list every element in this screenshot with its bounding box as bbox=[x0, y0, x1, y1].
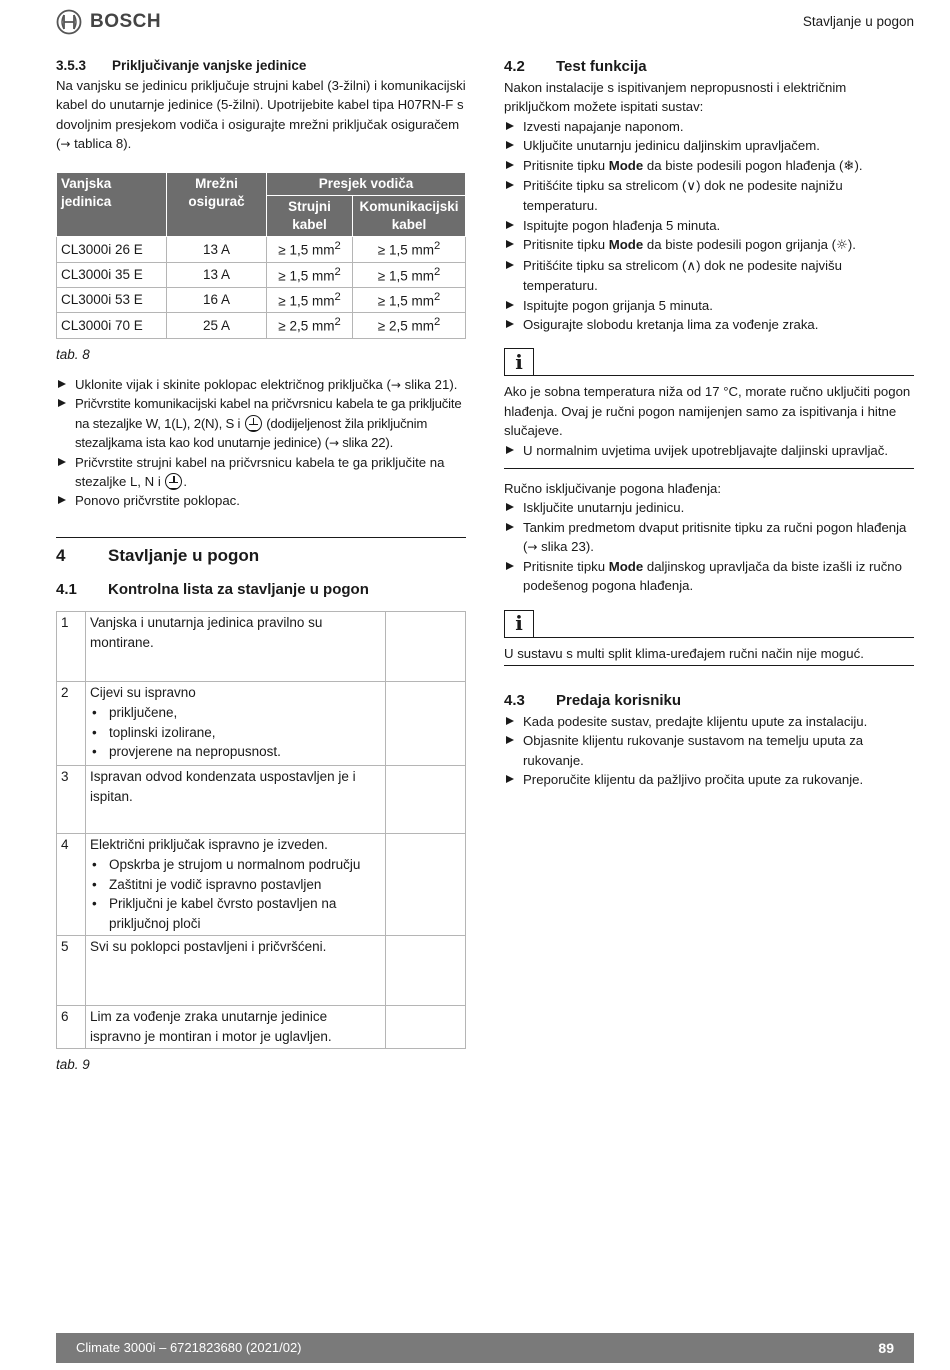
section-title: Stavljanje u pogon bbox=[108, 545, 260, 565]
list-item: • priključene, bbox=[90, 703, 381, 723]
info-1-bullets bbox=[504, 441, 914, 460]
arrow-icon: → bbox=[60, 137, 71, 152]
section-4-1-heading bbox=[56, 579, 466, 601]
list-item: Osigurajte slobodu kretanja lima za vođenje zraka. bbox=[504, 315, 914, 334]
table-row bbox=[57, 313, 466, 338]
cell-text: Lim za vođenje zraka unutarnje jedinice ispravno je montiran i motor je uglavljen. bbox=[86, 1006, 386, 1049]
table-row bbox=[57, 262, 466, 287]
cell-text: Cijevi su ispravno • priključene, • toplinski izolirane, • provjerene na nepropusnost. bbox=[86, 681, 386, 765]
list-item: Pričvrstite strujni kabel na pričvrsnicu kabela te ga priključite na stezaljke L, N i . bbox=[56, 453, 466, 492]
section-number: 4.3 bbox=[504, 692, 525, 710]
handover-steps bbox=[504, 712, 914, 790]
cell-unit: CL3000i 53 E bbox=[57, 288, 167, 313]
mode-key-label: Mode bbox=[608, 237, 644, 253]
section-divider bbox=[56, 537, 466, 538]
arrow-icon: → bbox=[527, 540, 538, 555]
cell-text: Svi su poklopci postavljeni i pričvršćeni. bbox=[86, 936, 386, 1006]
cell-check bbox=[386, 833, 466, 935]
info-1-text: Ako je sobna temperatura niža od 17 °C, morate ručno uključiti pogon hlađenja. Ovaj je ručni pogon namijenjen samo za ispitivanja i hitne slučajeve. bbox=[504, 384, 911, 439]
page-number: 89 bbox=[878, 1339, 894, 1356]
col-header-power: Strujni kabel bbox=[267, 195, 353, 236]
sun-icon: ☼ bbox=[836, 238, 848, 254]
section-number: 4.2 bbox=[504, 58, 525, 75]
cell-unit: CL3000i 26 E bbox=[57, 237, 167, 262]
arrow-down-icon: ∨ bbox=[686, 179, 697, 195]
running-header: Stavljanje u pogon bbox=[802, 14, 914, 29]
table-row bbox=[57, 237, 466, 262]
list-item: Preporučite klijentu da pažljivo pročita upute za rukovanje. bbox=[504, 770, 914, 789]
cell-text: Vanjska i unutarnja jedinica pravilno su montirane. bbox=[86, 611, 386, 681]
table-9-caption: tab. 9 bbox=[56, 1056, 90, 1072]
table-row bbox=[57, 611, 466, 681]
section-number: 4.1 bbox=[56, 580, 77, 598]
arrow-up-icon: ∧ bbox=[686, 258, 697, 274]
mode-key-label: Mode bbox=[608, 157, 644, 173]
left-column bbox=[56, 56, 466, 1075]
list-item: Isključite unutarnju jedinicu. bbox=[504, 498, 914, 517]
mode-key-label: Mode bbox=[608, 558, 644, 574]
section-title: Priključivanje vanjske jedinice bbox=[112, 58, 307, 73]
bosch-armature-icon bbox=[56, 9, 82, 35]
cell-number: 5 bbox=[57, 936, 86, 1006]
arrow-icon: → bbox=[328, 436, 339, 450]
table-8-caption: tab. 8 bbox=[56, 346, 90, 362]
cell-fuse: 13 A bbox=[167, 262, 267, 287]
list-item: Pritišćite tipku sa strelicom (∨) dok ne podesite najnižu temperaturu. bbox=[504, 176, 914, 216]
cell-number: 1 bbox=[57, 611, 86, 681]
cell-number: 4 bbox=[57, 833, 86, 935]
table-row bbox=[57, 936, 466, 1006]
cell-unit: CL3000i 70 E bbox=[57, 313, 167, 338]
test-steps bbox=[504, 117, 914, 334]
col-header-unit: Vanjska jedinica bbox=[57, 172, 167, 237]
brand-name: BOSCH bbox=[90, 11, 162, 32]
cell-comm: ≥ 2,5 $mm^2$ bbox=[353, 313, 466, 338]
list-item: Pritisnite tipku Mode da biste podesili pogon hlađenja (❄). bbox=[504, 156, 914, 176]
info-note-2 bbox=[504, 610, 914, 638]
table-row bbox=[57, 681, 466, 765]
cell-check bbox=[386, 936, 466, 1006]
intro-ref: tablica 8). bbox=[70, 136, 132, 152]
info-rule bbox=[534, 375, 914, 376]
col-header-fuse: Mrežni osigurač bbox=[167, 172, 267, 237]
table-8 bbox=[56, 172, 466, 339]
col-header-section: Presjek vodiča bbox=[267, 172, 466, 195]
arrow-icon: → bbox=[390, 377, 401, 392]
section-title: Kontrolna lista za stavljanje u pogon bbox=[108, 580, 369, 598]
cell-text: Ispravan odvod kondenzata uspostavljen je i ispitan. bbox=[86, 765, 386, 833]
section-number: 4 bbox=[56, 545, 66, 565]
list-item: • provjerene na nepropusnost. bbox=[90, 742, 381, 762]
section-3-5-3-intro bbox=[56, 76, 466, 154]
table-9 bbox=[56, 611, 466, 1049]
list-item: Kada podesite sustav, predajte klijentu upute za instalaciju. bbox=[504, 712, 914, 731]
steps-3-5-3 bbox=[56, 375, 466, 511]
bosch-logo bbox=[56, 8, 161, 36]
section-title: Test funkcija bbox=[556, 58, 647, 75]
note-divider bbox=[504, 468, 914, 469]
list-item: Pritisnite tipku Mode daljinskog upravljača da biste izašli iz ručno podešenog pogona hlađenja. bbox=[504, 557, 914, 596]
cell-fuse: 16 A bbox=[167, 288, 267, 313]
ground-icon bbox=[245, 415, 262, 432]
list-item: Objasnite klijentu rukovanje sustavom na temelju uputa za rukovanje. bbox=[504, 731, 914, 770]
document-id: Climate 3000i – 6721823680 (2021/02) bbox=[76, 1340, 302, 1356]
section-4-2-heading bbox=[504, 56, 914, 78]
list-item: Ispitujte pogon hlađenja 5 minuta. bbox=[504, 216, 914, 235]
info-icon: i bbox=[504, 610, 534, 638]
cell-unit: CL3000i 35 E bbox=[57, 262, 167, 287]
section-4-2-intro: Nakon instalacije s ispitivanjem nepropusnosti i električnim priključkom možete ispitati sustav: bbox=[504, 80, 847, 115]
list-item: Ispitujte pogon grijanja 5 minuta. bbox=[504, 296, 914, 315]
cell-fuse: 13 A bbox=[167, 237, 267, 262]
intro-text: Na vanjsku se jedinicu priključuje strujni kabel (3-žilni) i komunikacijski kabel do unutarnje jedinice (5-žilni). Upotrijebite kabel tipa H07RN-F s dovoljnim presjekom vodiča i osigurajte mrežni priključak osiguračem ( bbox=[56, 77, 466, 152]
col-header-comm: Komunikacijski kabel bbox=[353, 195, 466, 236]
table-row bbox=[57, 833, 466, 935]
cell-check bbox=[386, 1006, 466, 1049]
cell-check bbox=[386, 611, 466, 681]
list-item: • Zaštitni je vodič ispravno postavljen bbox=[90, 875, 381, 895]
cell-text: Električni priključak ispravno je izveden. • Opskrba je strujom u normalnom području • Zaštitni je vodič ispravno postavljen • Priključni je kabel čvrsto postavljen na priključnoj ploči bbox=[86, 833, 386, 935]
list-item: • toplinski izolirane, bbox=[90, 723, 381, 743]
list-item: Pritisnite tipku Mode da biste podesili pogon grijanja (☼). bbox=[504, 235, 914, 255]
ground-icon bbox=[165, 473, 182, 490]
list-item: Uklonite vijak i skinite poklopac električnog priključka (→ slika 21). bbox=[56, 375, 466, 395]
manual-off-steps bbox=[504, 498, 914, 595]
info-2-text: U sustavu s multi split klima-uređajem ručni način nije moguć. bbox=[504, 645, 864, 661]
info-icon: i bbox=[504, 348, 534, 376]
cell-check bbox=[386, 765, 466, 833]
right-column bbox=[504, 56, 914, 790]
table-row bbox=[57, 1006, 466, 1049]
section-4-heading bbox=[56, 544, 466, 569]
note-divider bbox=[504, 665, 914, 666]
list-item: Tankim predmetom dvaput pritisnite tipku za ručni pogon hlađenja (→ slika 23). bbox=[504, 518, 914, 557]
cell-power: ≥ 1,5 $mm^2$ bbox=[267, 288, 353, 313]
cell-comm: ≥ 1,5 $mm^2$ bbox=[353, 237, 466, 262]
section-3-5-3-heading bbox=[56, 56, 466, 76]
list-item: Izvesti napajanje naponom. bbox=[504, 117, 914, 136]
table-row bbox=[57, 288, 466, 313]
section-4-3-heading bbox=[504, 690, 914, 712]
cell-power: ≥ 2,5 $mm^2$ bbox=[267, 313, 353, 338]
cell-fuse: 25 A bbox=[167, 313, 267, 338]
list-item: • Priključni je kabel čvrsto postavljen na priključnoj ploči bbox=[90, 894, 381, 934]
page-header bbox=[56, 6, 914, 36]
cell-comm: ≥ 1,5 $mm^2$ bbox=[353, 262, 466, 287]
list-item: Pritišćite tipku sa strelicom (∧) dok ne podesite najvišu temperaturu. bbox=[504, 256, 914, 296]
section-number: 3.5.3 bbox=[56, 58, 87, 73]
cell-check bbox=[386, 681, 466, 765]
list-item: • Opskrba je strujom u normalnom području bbox=[90, 855, 381, 875]
cell-number: 2 bbox=[57, 681, 86, 765]
info-rule bbox=[534, 637, 914, 638]
list-item: Pričvrstite komunikacijski kabel na pričvrsnicu kabela te ga priključite na stezaljke W, 1(L), 2(N), S i (dodijeljenost žila priključnim stezaljkama ista kao kod unutarnje jedinice) (→ slika 22). bbox=[56, 394, 466, 452]
cell-comm: ≥ 1,5 $mm^2$ bbox=[353, 288, 466, 313]
cell-power: ≥ 1,5 $mm^2$ bbox=[267, 262, 353, 287]
cell-number: 6 bbox=[57, 1006, 86, 1049]
info-note-1 bbox=[504, 348, 914, 376]
manual-off-intro: Ručno isključivanje pogona hlađenja: bbox=[504, 480, 722, 496]
list-item: U normalnim uvjetima uvijek upotrebljavajte daljinski upravljač. bbox=[504, 441, 914, 460]
cell-number: 3 bbox=[57, 765, 86, 833]
snowflake-icon: ❄ bbox=[843, 158, 855, 174]
list-item: Ponovo pričvrstite poklopac. bbox=[56, 491, 466, 510]
section-title: Predaja korisniku bbox=[556, 692, 682, 710]
cell-power: ≥ 1,5 $mm^2$ bbox=[267, 237, 353, 262]
list-item: Uključite unutarnju jedinicu daljinskim upravljačem. bbox=[504, 136, 914, 155]
page-footer bbox=[56, 1333, 914, 1363]
table-row bbox=[57, 765, 466, 833]
